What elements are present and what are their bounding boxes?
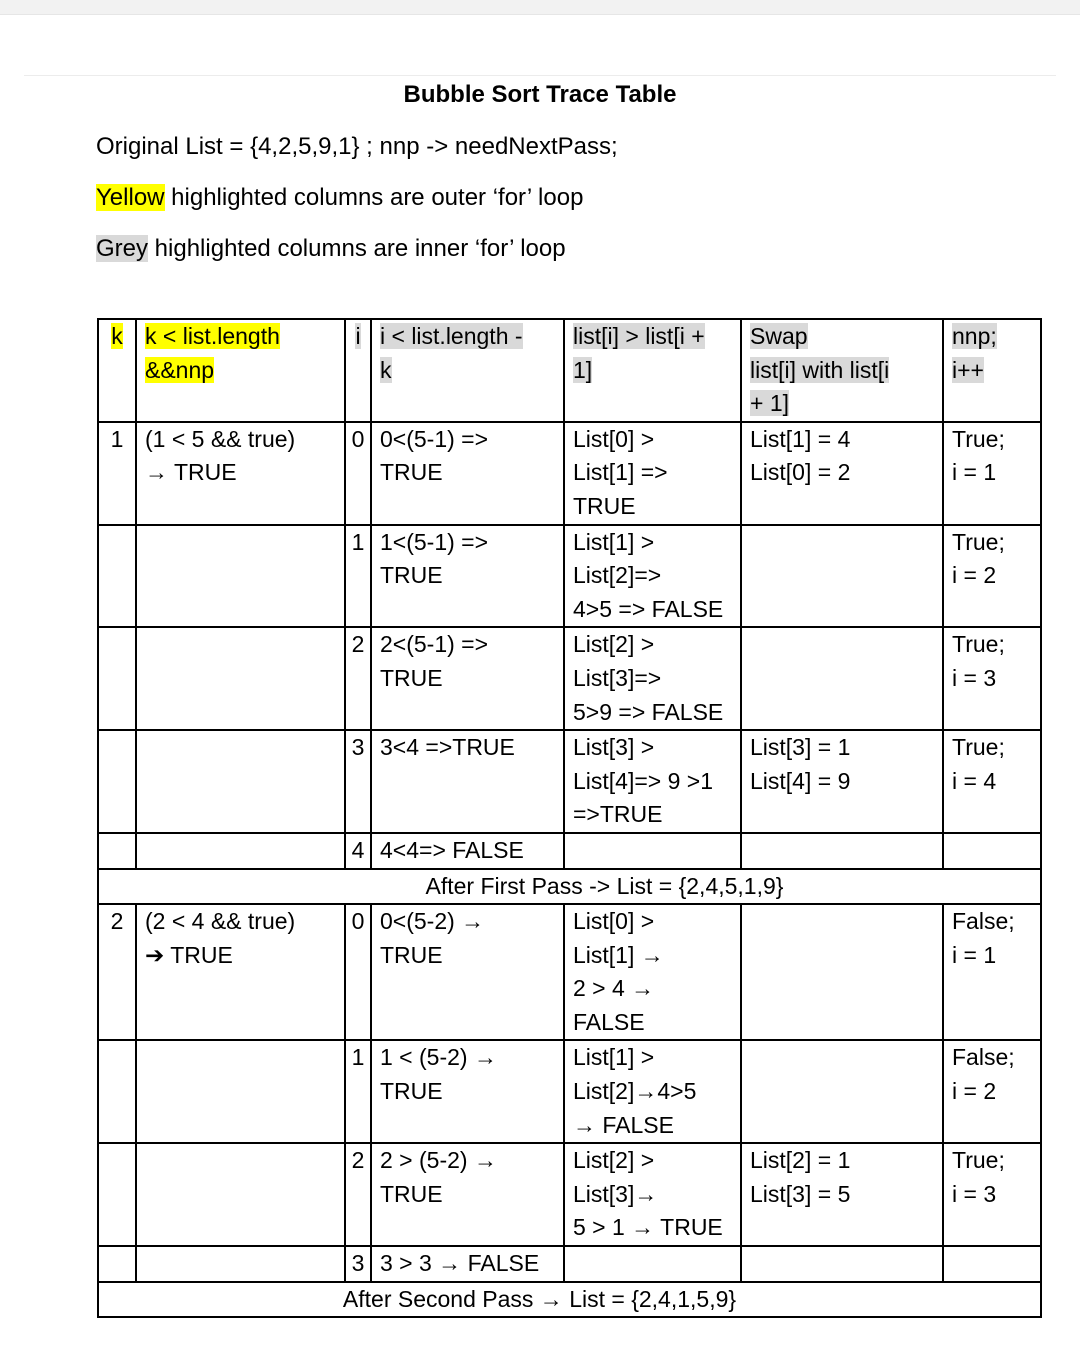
trace-table (97, 318, 1042, 1318)
top-bar (0, 0, 1080, 15)
i-condition-cell: 3<4 =>TRUE (371, 730, 564, 833)
table-row (98, 1040, 1041, 1143)
swap-cell (741, 1246, 943, 1282)
header-nnp: nnp; i++ (943, 319, 1041, 422)
swap-cell (741, 1040, 943, 1143)
nnp-cell (943, 833, 1041, 869)
k-cell (98, 833, 136, 869)
i-condition-cell: 2<(5-1) => TRUE (371, 627, 564, 730)
yellow-legend-line (96, 183, 583, 213)
header-swap: Swap list[i] with list[i + 1] (741, 319, 943, 422)
table-row (98, 627, 1041, 730)
k-cell: 1 (98, 422, 136, 525)
k-condition-cell (136, 730, 345, 833)
swap-cell (741, 904, 943, 1040)
compare-cell: List[2] > List[3]=> 5>9 => FALSE (564, 627, 741, 730)
nnp-cell: True; i = 2 (943, 525, 1041, 628)
table-row (98, 525, 1041, 628)
swap-cell (741, 627, 943, 730)
nnp-cell: True; i = 3 (943, 1143, 1041, 1246)
k-condition-cell (136, 525, 345, 628)
table-row (98, 904, 1041, 1040)
i-cell: 0 (345, 422, 371, 525)
second-pass-summary: After Second Pass → List = {2,4,1,5,9} (98, 1282, 1041, 1318)
compare-cell (564, 833, 741, 869)
i-cell: 1 (345, 1040, 371, 1143)
compare-cell: List[0] > List[1] → 2 > 4 → FALSE (564, 904, 741, 1040)
table-row (98, 422, 1041, 525)
table-row (98, 1246, 1041, 1282)
i-cell: 2 (345, 1143, 371, 1246)
i-condition-cell: 3 > 3 → FALSE (371, 1246, 564, 1282)
i-condition-cell: 1 < (5-2) → TRUE (371, 1040, 564, 1143)
header-k-condition: k < list.length &&nnp (136, 319, 345, 422)
grey-legend-line (96, 234, 566, 264)
table-row (98, 1143, 1041, 1246)
original-list-line: Original List = {4,2,5,9,1} ; nnp -> needNextPass; (96, 133, 618, 160)
k-condition-cell (136, 627, 345, 730)
k-cell (98, 525, 136, 628)
swap-cell (741, 525, 943, 628)
i-condition-cell: 0<(5-1) => TRUE (371, 422, 564, 525)
i-cell: 3 (345, 730, 371, 833)
k-cell (98, 1040, 136, 1143)
k-condition-cell (136, 1246, 345, 1282)
document-title: Bubble Sort Trace Table (403, 81, 677, 108)
i-condition-cell: 1<(5-1) => TRUE (371, 525, 564, 628)
compare-cell: List[0] > List[1] => TRUE (564, 422, 741, 525)
i-cell: 1 (345, 525, 371, 628)
i-cell: 4 (345, 833, 371, 869)
header-k: k (98, 319, 136, 422)
k-condition-cell: (2 < 4 && true) ➔ TRUE (136, 904, 345, 1040)
nnp-cell: True; i = 3 (943, 627, 1041, 730)
i-cell: 2 (345, 627, 371, 730)
compare-cell: List[2] > List[3]→ 5 > 1 → TRUE (564, 1143, 741, 1246)
header-compare: list[i] > list[i + 1] (564, 319, 741, 422)
page-divider (24, 75, 1056, 76)
i-cell: 3 (345, 1246, 371, 1282)
k-condition-cell (136, 1143, 345, 1246)
i-condition-cell: 4<4=> FALSE (371, 833, 564, 869)
compare-cell: List[3] > List[4]=> 9 >1 =>TRUE (564, 730, 741, 833)
k-cell (98, 1143, 136, 1246)
i-cell: 0 (345, 904, 371, 1040)
compare-cell: List[1] > List[2]→4>5 → FALSE (564, 1040, 741, 1143)
swap-cell: List[2] = 1 List[3] = 5 (741, 1143, 943, 1246)
nnp-cell: True; i = 1 (943, 422, 1041, 525)
compare-cell: List[1] > List[2]=> 4>5 => FALSE (564, 525, 741, 628)
yellow-legend-text: highlighted columns are outer ‘for’ loop (164, 184, 584, 211)
nnp-cell (943, 1246, 1041, 1282)
swap-cell (741, 833, 943, 869)
nnp-cell: False; i = 1 (943, 904, 1041, 1040)
i-condition-cell: 2 > (5-2) → TRUE (371, 1143, 564, 1246)
header-row (98, 319, 1041, 422)
second-pass-summary-row (98, 1282, 1041, 1318)
nnp-cell: False; i = 2 (943, 1040, 1041, 1143)
grey-highlight-word: Grey (96, 235, 149, 262)
swap-cell: List[1] = 4 List[0] = 2 (741, 422, 943, 525)
header-i: i (345, 319, 371, 422)
k-cell (98, 730, 136, 833)
swap-cell: List[3] = 1 List[4] = 9 (741, 730, 943, 833)
k-cell (98, 627, 136, 730)
header-i-condition: i < list.length - k (371, 319, 564, 422)
first-pass-summary-row (98, 869, 1041, 905)
k-condition-cell (136, 833, 345, 869)
yellow-highlight-word: Yellow (96, 184, 165, 211)
table-row (98, 730, 1041, 833)
i-condition-cell: 0<(5-2) → TRUE (371, 904, 564, 1040)
k-condition-cell: (1 < 5 && true) → TRUE (136, 422, 345, 525)
compare-cell (564, 1246, 741, 1282)
k-condition-cell (136, 1040, 345, 1143)
k-cell (98, 1246, 136, 1282)
first-pass-summary: After First Pass -> List = {2,4,5,1,9} (98, 869, 1041, 905)
table-row (98, 833, 1041, 869)
k-cell: 2 (98, 904, 136, 1040)
grey-legend-text: highlighted columns are inner ‘for’ loop (148, 235, 566, 262)
nnp-cell: True; i = 4 (943, 730, 1041, 833)
